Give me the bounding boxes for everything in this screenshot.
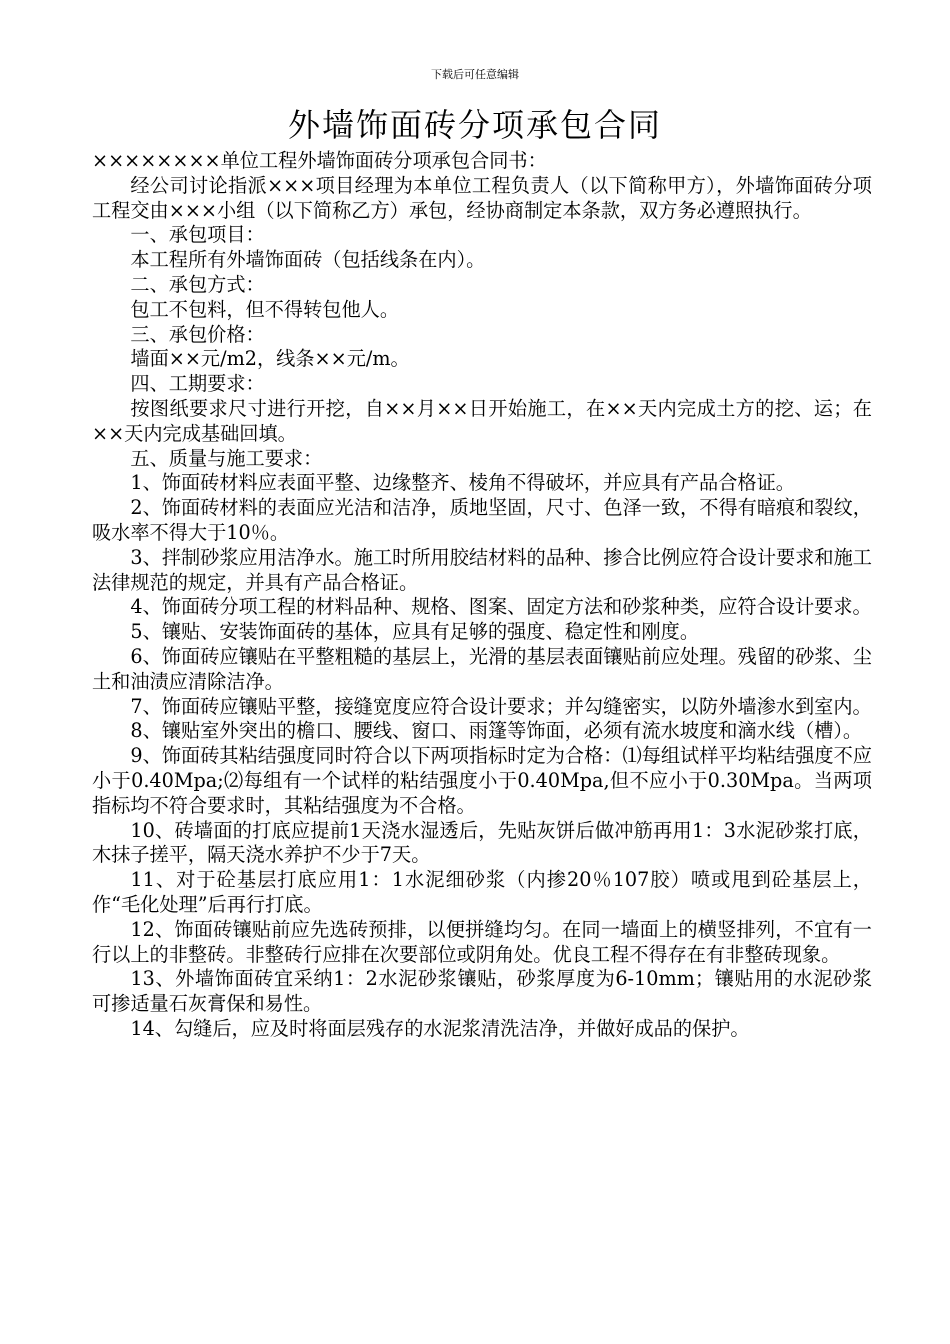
quality-item: 6、饰面砖应镶贴在平整粗糙的基层上，光滑的基层表面镶贴前应处理。残留的砂浆、尘土和油渍应清除洁净。 xyxy=(92,644,872,693)
document-title: 外墙饰面砖分项承包合同 xyxy=(287,106,662,144)
section-heading-scope: 一、承包项目： xyxy=(130,223,265,247)
quality-item: 7、饰面砖应镶贴平整，接缝宽度应符合设计要求；并勾缝密实，以防外墙渗水到室内。 xyxy=(130,694,872,718)
scope-text: 本工程所有外墙饰面砖（包括线条在内）。 xyxy=(130,248,486,272)
section-heading-price: 三、承包价格： xyxy=(130,322,265,346)
quality-item: 13、外墙饰面砖宜采纳1：2水泥砂浆镶贴，砂浆厚度为6-10mm；镶贴用的水泥砂浆可掺适量石灰膏保和易性。 xyxy=(92,967,872,1016)
quality-item: 4、饰面砖分项工程的材料品种、规格、图案、固定方法和砂浆种类，应符合设计要求。 xyxy=(130,595,872,619)
method-text: 包工不包料，但不得转包他人。 xyxy=(130,297,400,321)
quality-item: 1、饰面砖材料应表面平整、边缘整齐、棱角不得破坏，并应具有产品合格证。 xyxy=(130,471,795,495)
section-heading-schedule: 四、工期要求： xyxy=(130,372,265,396)
schedule-text: 按图纸要求尺寸进行开挖，自××月××日开始施工，在××天内完成土方的挖、运；在××天内完成基础回填。 xyxy=(92,396,872,445)
header-note: 下载后可任意编辑 xyxy=(431,68,519,81)
quality-item: 9、饰面砖其粘结强度同时符合以下两项指标时定为合格：⑴每组试样平均粘结强度不应小于0.40Mpa;⑵每组有一个试样的粘结强度小于0.40Mpa,但不应小于0.30Mpa。当两项指标均不符合要求时，其粘结强度为不合格。 xyxy=(92,744,872,817)
contract-recipient-line: ××××××××单位工程外墙饰面砖分项承包合同书： xyxy=(92,149,547,172)
quality-item: 12、饰面砖镶贴前应先选砖预排，以便拼缝均匀。在同一墙面上的横竖排列，不宜有一行以上的非整砖。非整砖行应排在次要部位或阴角处。优良工程不得存在有非整砖现象。 xyxy=(92,917,872,966)
section-heading-method: 二、承包方式： xyxy=(130,272,265,296)
section-heading-quality: 五、质量与施工要求： xyxy=(130,446,323,470)
quality-item: 5、镶贴、安装饰面砖的基体，应具有足够的强度、稳定性和刚度。 xyxy=(130,620,700,644)
document-body xyxy=(92,149,872,1042)
intro-paragraph: 经公司讨论指派×××项目经理为本单位工程负责人（以下简称甲方），外墙饰面砖分项工程交由×××小组（以下简称乙方）承包，经协商制定本条款，双方务必遵照执行。 xyxy=(92,173,872,222)
quality-item: 8、镶贴室外突出的檐口、腰线、窗口、雨篷等饰面，必须有流水坡度和滴水线（槽）。 xyxy=(130,719,863,743)
price-text: 墙面××元/m2，线条××元/m。 xyxy=(130,347,410,371)
quality-item: 14、勾缝后，应及时将面层残存的水泥浆清洗洁净，并做好成品的保护。 xyxy=(130,1016,750,1040)
quality-item: 10、砖墙面的打底应提前1天浇水湿透后，先贴灰饼后做冲筋再用1：3水泥砂浆打底，木抹子搓平，隔天浇水养护不少于7天。 xyxy=(92,818,872,867)
quality-item: 11、对于砼基层打底应用1：1水泥细砂浆（内掺20％107胶）喷或甩到砼基层上，作“毛化处理”后再行打底。 xyxy=(92,868,872,916)
quality-item: 2、饰面砖材料的表面应光洁和洁净，质地坚固，尺寸、色泽一致，不得有暗痕和裂纹，吸水率不得大于10％。 xyxy=(92,496,872,544)
quality-item: 3、拌制砂浆应用洁净水。施工时所用胶结材料的品种、掺合比例应符合设计要求和施工法律规范的规定，并具有产品合格证。 xyxy=(92,545,872,594)
